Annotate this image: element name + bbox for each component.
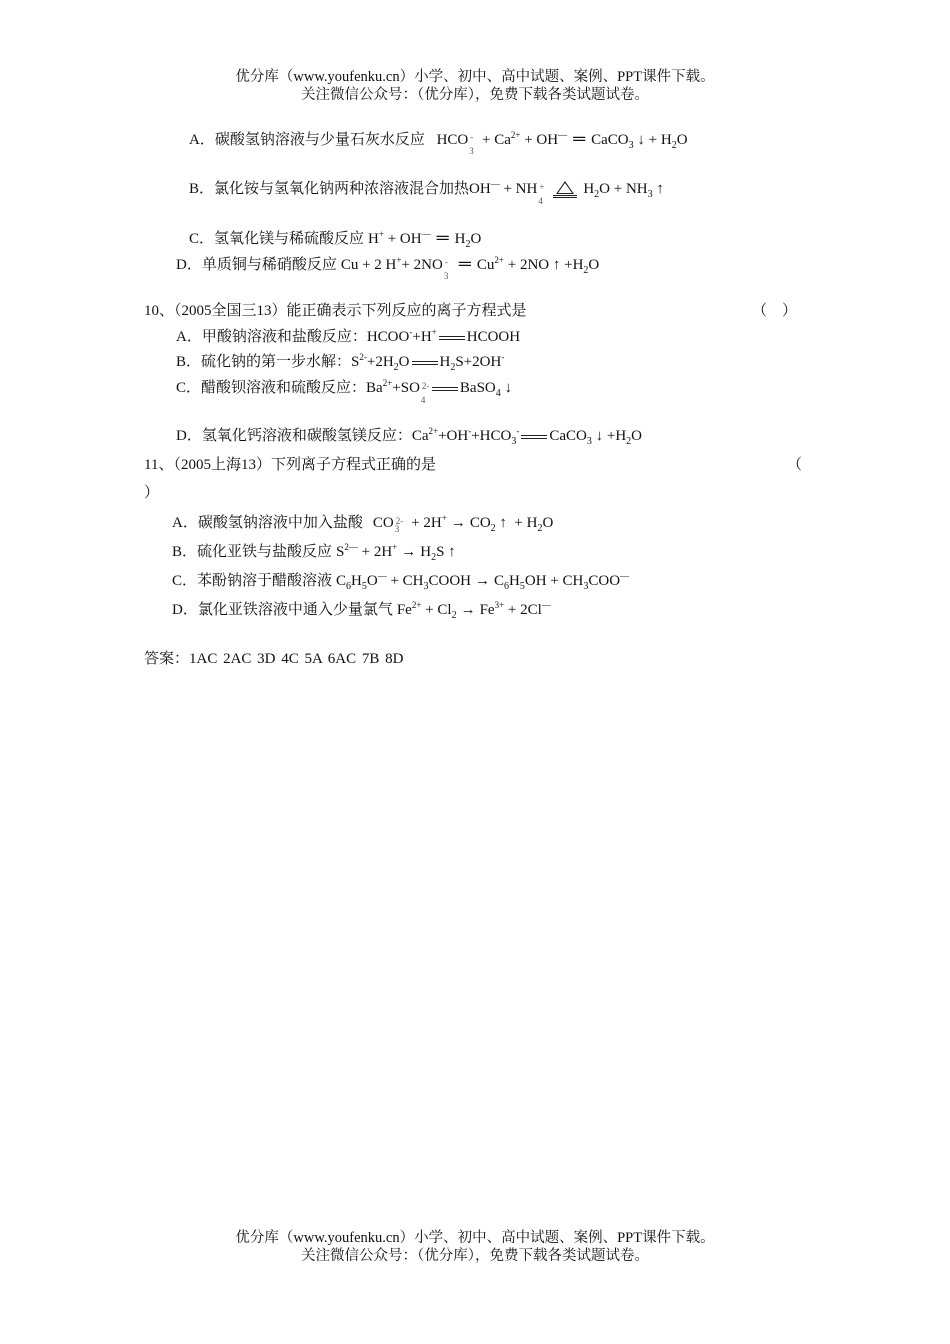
page-footer-line-1: 优分库（www.youfenku.cn）小学、初中、高中试题、案例、PPT课件下载。 — [235, 1230, 715, 1246]
q11-option-b — [172, 542, 456, 564]
q10-option-b — [176, 352, 504, 374]
q10-option-a — [176, 327, 520, 348]
q11-answer-paren-close: ） — [144, 485, 160, 501]
q9-option-a — [189, 129, 688, 156]
q10-answer-paren: （ ） — [752, 303, 798, 319]
q11-option-b-equation: $S^{2—} + 2H^+ \to H_2S$ ↑ — [336, 542, 456, 563]
q11-option-c — [172, 571, 629, 593]
q11-option-b-label: B．硫化亚铁与盐酸反应 — [172, 544, 333, 560]
page-header-line-2: 关注微信公众号：（优分库），免费下载各类试题试卷。 — [301, 87, 649, 103]
q11-option-d-equation: $Fe^{2+} + Cl_2 \to Fe^{3+} + 2Cl^—$ — [396, 600, 551, 621]
q10-option-c-equation: $Ba^{2+}+SO$ 2- 4 BaSO$_4$ ↓ — [366, 378, 512, 405]
q9-option-a-label: A．碳酸氢钠溶液与少量石灰水反应 — [189, 132, 425, 148]
q11-option-a-label: A．碳酸氢钠溶液中加入盐酸 — [172, 515, 363, 531]
answer-key: 答案：1AC 2AC 3D 4C 5A 6AC 7B 8D — [144, 651, 404, 667]
q9-option-c-label: C．氢氧化镁与稀硫酸反应 — [189, 231, 365, 247]
q10-option-c-label: C．醋酸钡溶液和硫酸反应： — [176, 380, 367, 396]
q11-title: 11、（2005上海13）下列离子方程式正确的是 — [144, 457, 436, 473]
q9-option-b-label: B．氯化铵与氢氧化钠两种浓溶液混合加热 — [189, 181, 470, 197]
q9-option-d — [176, 254, 600, 281]
q11-option-c-label: C．苯酚钠溶于醋酸溶液 — [172, 573, 333, 589]
q9-option-c-equation: H+ + OH— ═ $H_2O$ — [368, 228, 482, 250]
q9-option-d-equation: Cu + 2 H++ 2NO - 3 ═ $Cu^{2+} + 2NO$ ↑ $+H_2O$ — [340, 254, 600, 281]
q9-option-c — [189, 228, 481, 251]
q11-option-d-label: D．氯化亚铁溶液中通入少量氯气 — [172, 602, 393, 618]
q10-option-a-equation: HCOO-+H+ HCOOH — [366, 327, 521, 345]
q9-option-b-equation: OH— + NH + 4 $H_2O + NH_3$ ↑ — [469, 179, 664, 206]
q10-option-d-label: D．氢氧化钙溶液和碳酸氢镁反应： — [176, 428, 412, 444]
page-header-line-1: 优分库（www.youfenku.cn）小学、初中、高中试题、案例、PPT课件下载。 — [235, 69, 715, 85]
q10-title: 10、（2005全国三13）能正确表示下列反应的离子方程式是 — [144, 303, 527, 319]
q10-option-c — [176, 378, 512, 405]
q11-option-a — [172, 513, 553, 535]
q10-option-d-equation: $Ca^{2+}+OH^-+HCO_3^-$ CaCO$_3$ ↓ $+H_2O$ — [411, 426, 642, 447]
page-footer-line-2: 关注微信公众号：（优分库），免费下载各类试题试卷。 — [301, 1248, 649, 1264]
q10-option-d — [176, 426, 642, 448]
q11-option-a-equation: CO 2- 3 + $2H^+ \to CO_2$ ↑ + $H_2O$ — [372, 513, 554, 534]
q11-option-d — [172, 600, 551, 622]
q9-option-b — [189, 179, 664, 206]
q11-answer-paren-open: （ — [787, 457, 803, 473]
q10-option-a-label: A．甲酸钠溶液和盐酸反应： — [176, 329, 367, 345]
q10-option-b-label: B．硫化钠的第一步水解： — [176, 354, 352, 370]
q10-option-b-equation: $S^{2-}+2H_2O$ $H_2S+2OH^-$ — [351, 352, 505, 373]
q9-option-a-equation: HCO - 3 + $Ca^{2+} + OH^—$ ═ CaCO$_3$ ↓ + $H_2O$ — [436, 129, 688, 156]
heat-triangle-icon — [553, 179, 577, 199]
q9-option-d-label: D．单质铜与稀硝酸反应 — [176, 257, 337, 273]
q11-option-c-equation: $C_6H_5O^—$ + $CH_3COOH \to C_6H_5OH + CH_3COO^—$ — [336, 571, 630, 592]
